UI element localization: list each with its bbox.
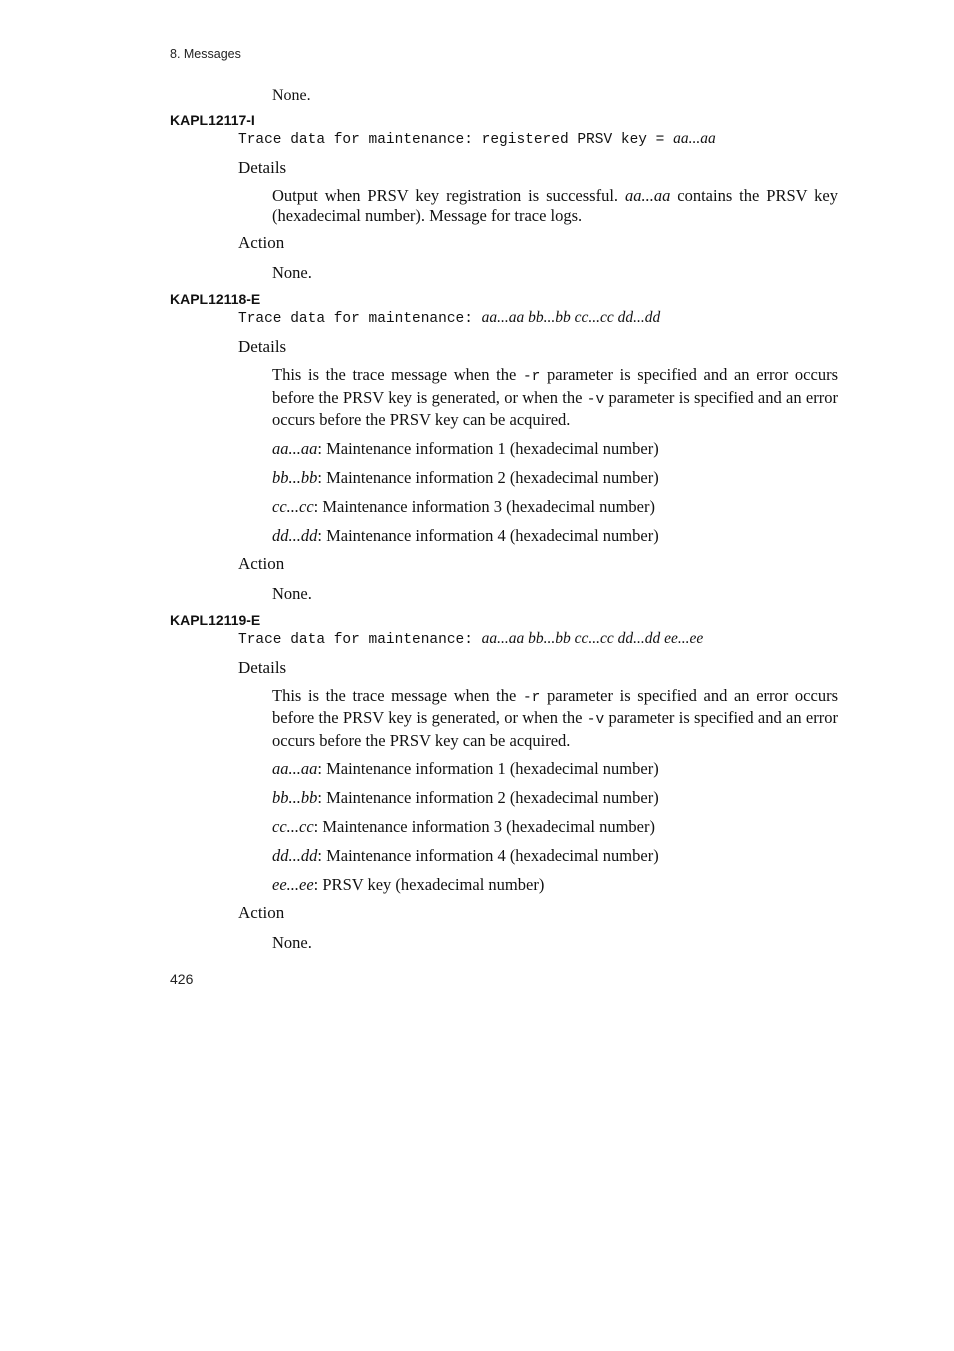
parameter-code: -r — [522, 369, 541, 385]
list-item — [272, 759, 850, 779]
message-text-vars: aa...aa — [673, 130, 716, 147]
message-text-vars: aa...aa bb...bb cc...cc dd...dd — [481, 309, 661, 326]
message-text-mono: Trace data for maintenance: — [238, 311, 482, 327]
item-desc: : Maintenance information 3 (hexadecimal number) — [313, 817, 655, 836]
message-kapl12117-i — [170, 111, 850, 283]
action-heading: Action — [238, 233, 285, 252]
message-id: KAPL12118-E — [170, 291, 261, 307]
list-item — [272, 846, 850, 866]
list-item — [272, 788, 850, 808]
item-var: aa...aa — [272, 759, 318, 778]
details-heading: Details — [238, 158, 287, 177]
details-text: parameter is specified and an error occurs before the PRSV key can be acquired. — [272, 387, 838, 429]
message-text — [238, 129, 850, 150]
details-text: parameter is specified and an error occurs before the PRSV key is generated, or when the — [272, 685, 838, 727]
item-desc: : Maintenance information 4 (hexadecimal number) — [317, 525, 659, 545]
item-desc: : Maintenance information 1 (hexadecimal number) — [317, 438, 659, 458]
item-var: cc...cc — [272, 817, 314, 836]
parameter-code: -v — [586, 391, 605, 408]
page-number: 426 — [170, 971, 194, 987]
item-desc: : Maintenance information 2 (hexadecimal number) — [317, 788, 659, 807]
details-paragraph — [272, 186, 838, 225]
page-content — [170, 85, 850, 955]
list-item — [272, 817, 850, 837]
item-var: ee...ee — [272, 875, 314, 894]
details-text: Output when PRSV key registration is successful. — [272, 186, 625, 205]
action-text: None. — [272, 933, 312, 952]
leading-none-text: None. — [272, 87, 311, 104]
details-heading: Details — [238, 337, 287, 356]
action-text: None. — [272, 263, 312, 282]
item-var: aa...aa — [272, 438, 318, 458]
message-kapl12118-e — [170, 290, 850, 604]
running-head: 8. Messages — [170, 47, 241, 61]
details-paragraph — [272, 365, 838, 430]
list-item — [272, 497, 850, 517]
details-text: This is the trace message when the — [272, 685, 523, 705]
item-var: bb...bb — [272, 788, 318, 807]
list-item — [272, 875, 850, 895]
item-desc: : Maintenance information 3 (hexadecimal number) — [313, 496, 655, 516]
message-text — [238, 629, 850, 650]
message-text — [238, 308, 850, 329]
message-text-mono: Trace data for maintenance: — [238, 631, 482, 648]
details-text: This is the trace message when the — [272, 365, 523, 384]
item-var: cc...cc — [272, 496, 314, 516]
details-text: parameter is specified and an error occurs before the PRSV key is generated, or when the — [272, 365, 838, 407]
action-heading: Action — [238, 903, 285, 922]
message-id: KAPL12117-I — [170, 112, 255, 128]
details-heading: Details — [238, 657, 287, 677]
action-text: None. — [272, 583, 312, 603]
parameter-code: -r — [522, 689, 541, 706]
item-desc: : Maintenance information 4 (hexadecimal number) — [317, 846, 659, 865]
details-text: contains the PRSV key (hexadecimal number). Message for trace logs. — [272, 186, 838, 225]
details-paragraph — [272, 686, 838, 751]
details-text: parameter is specified and an error occurs before the PRSV key can be acquired. — [272, 708, 838, 750]
list-item — [272, 439, 850, 459]
item-var: dd...dd — [272, 846, 318, 865]
message-kapl12119-e — [170, 611, 850, 954]
item-desc: : Maintenance information 2 (hexadecimal number) — [317, 467, 659, 487]
item-var: dd...dd — [272, 525, 318, 545]
item-desc: : Maintenance information 1 (hexadecimal number) — [317, 759, 659, 778]
list-item — [272, 468, 850, 488]
list-item — [272, 526, 850, 546]
message-id: KAPL12119-E — [170, 611, 261, 628]
message-text-mono: Trace data for maintenance: registered PRSV key = — [238, 132, 674, 148]
action-heading: Action — [238, 553, 285, 573]
details-var: aa...aa — [624, 186, 671, 205]
parameter-code: -v — [586, 712, 605, 728]
item-desc: : PRSV key (hexadecimal number) — [313, 875, 545, 894]
item-var: bb...bb — [272, 467, 318, 487]
message-text-vars: aa...aa bb...bb cc...cc dd...dd ee...ee — [481, 629, 704, 647]
